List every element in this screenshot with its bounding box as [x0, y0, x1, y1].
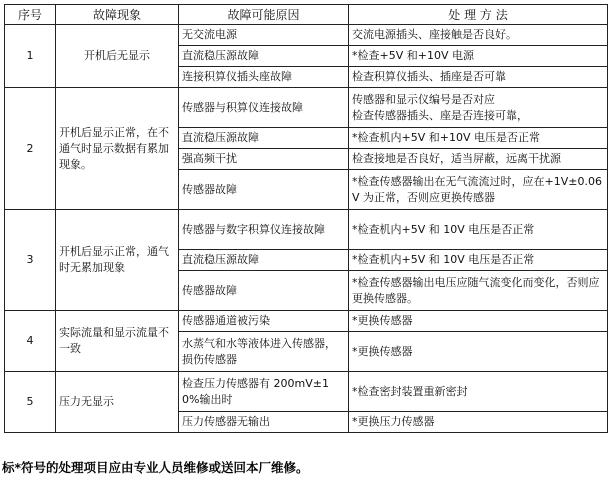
symptom-cell: 开机后显示正常，通气时无累加现象 [56, 210, 179, 311]
cause-cell: 强高频干扰 [179, 149, 349, 170]
symptom-cell: 压力无显示 [56, 372, 179, 433]
table-header-row [5, 5, 608, 25]
table-row [5, 372, 608, 412]
symptom-cell: 开机后无显示 [56, 25, 179, 88]
method-cell: *更换传感器 [349, 332, 608, 372]
method-cell: *检查+5V 和+10V 电源 [349, 46, 608, 67]
seq-cell: 5 [5, 372, 56, 433]
cause-cell: 直流稳压源故障 [179, 250, 349, 271]
method-cell: *检查传感器输出在无气流流过时，应在+1V±0.06V 为正常，否则应更换传感器 [349, 170, 608, 210]
method-cell: *检查机内+5V 和 10V 电压是否正常 [349, 250, 608, 271]
cause-cell: 无交流电源 [179, 25, 349, 46]
method-cell: *检查机内+5V 和 10V 电压是否正常 [349, 210, 608, 250]
cause-cell: 传感器故障 [179, 271, 349, 311]
cause-cell: 传感器与积算仪连接故障 [179, 88, 349, 128]
header-method: 处 理 方 法 [349, 5, 608, 25]
method-cell: *检查传感器输出电压应随气流变化而变化，否则应更换传感器。 [349, 271, 608, 311]
table-row [5, 210, 608, 250]
cause-cell: 直流稳压源故障 [179, 128, 349, 149]
cause-cell: 传感器故障 [179, 170, 349, 210]
cause-cell: 检查压力传感器有 200mV±10%输出时 [179, 372, 349, 412]
method-cell: *更换传感器 [349, 311, 608, 332]
cause-cell: 传感器通道被污染 [179, 311, 349, 332]
troubleshooting-table-wrapper [4, 4, 608, 433]
cause-cell: 传感器与数字积算仪连接故障 [179, 210, 349, 250]
method-cell: 传感器和显示仪编号是否对应 检查传感器插头、座是否连接可靠， [349, 88, 608, 128]
cause-cell: 水蒸气和水等液体进入传感器，损伤传感器 [179, 332, 349, 372]
header-seq: 序号 [5, 5, 56, 25]
table-row [5, 25, 608, 46]
cause-cell: 直流稳压源故障 [179, 46, 349, 67]
seq-cell: 1 [5, 25, 56, 88]
method-cell: 检查积算仪插头、插座是否可靠 [349, 67, 608, 88]
symptom-cell: 实际流量和显示流量不一致 [56, 311, 179, 372]
symptom-cell: 开机后显示正常，在不通气时显示数据有累加现象。 [56, 88, 179, 210]
header-symptom: 故障现象 [56, 5, 179, 25]
troubleshooting-table [4, 4, 608, 433]
seq-cell: 2 [5, 88, 56, 210]
header-cause: 故障可能原因 [179, 5, 349, 25]
method-cell: *检查机内+5V 和+10V 电压是否正常 [349, 128, 608, 149]
table-row [5, 88, 608, 128]
cause-cell: 连接积算仪插头座故障 [179, 67, 349, 88]
method-cell: *检查密封装置重新密封 [349, 372, 608, 412]
method-cell: *更换压力传感器 [349, 412, 608, 433]
cause-cell: 压力传感器无输出 [179, 412, 349, 433]
table-row [5, 311, 608, 332]
method-cell: 交流电源插头、座接触是否良好。 [349, 25, 608, 46]
method-cell: 检查接地是否良好，适当屏蔽，远离干扰源 [349, 149, 608, 170]
seq-cell: 3 [5, 210, 56, 311]
footnote: 标*符号的处理项目应由专业人员维修或送回本厂维修。 [2, 460, 309, 475]
seq-cell: 4 [5, 311, 56, 372]
